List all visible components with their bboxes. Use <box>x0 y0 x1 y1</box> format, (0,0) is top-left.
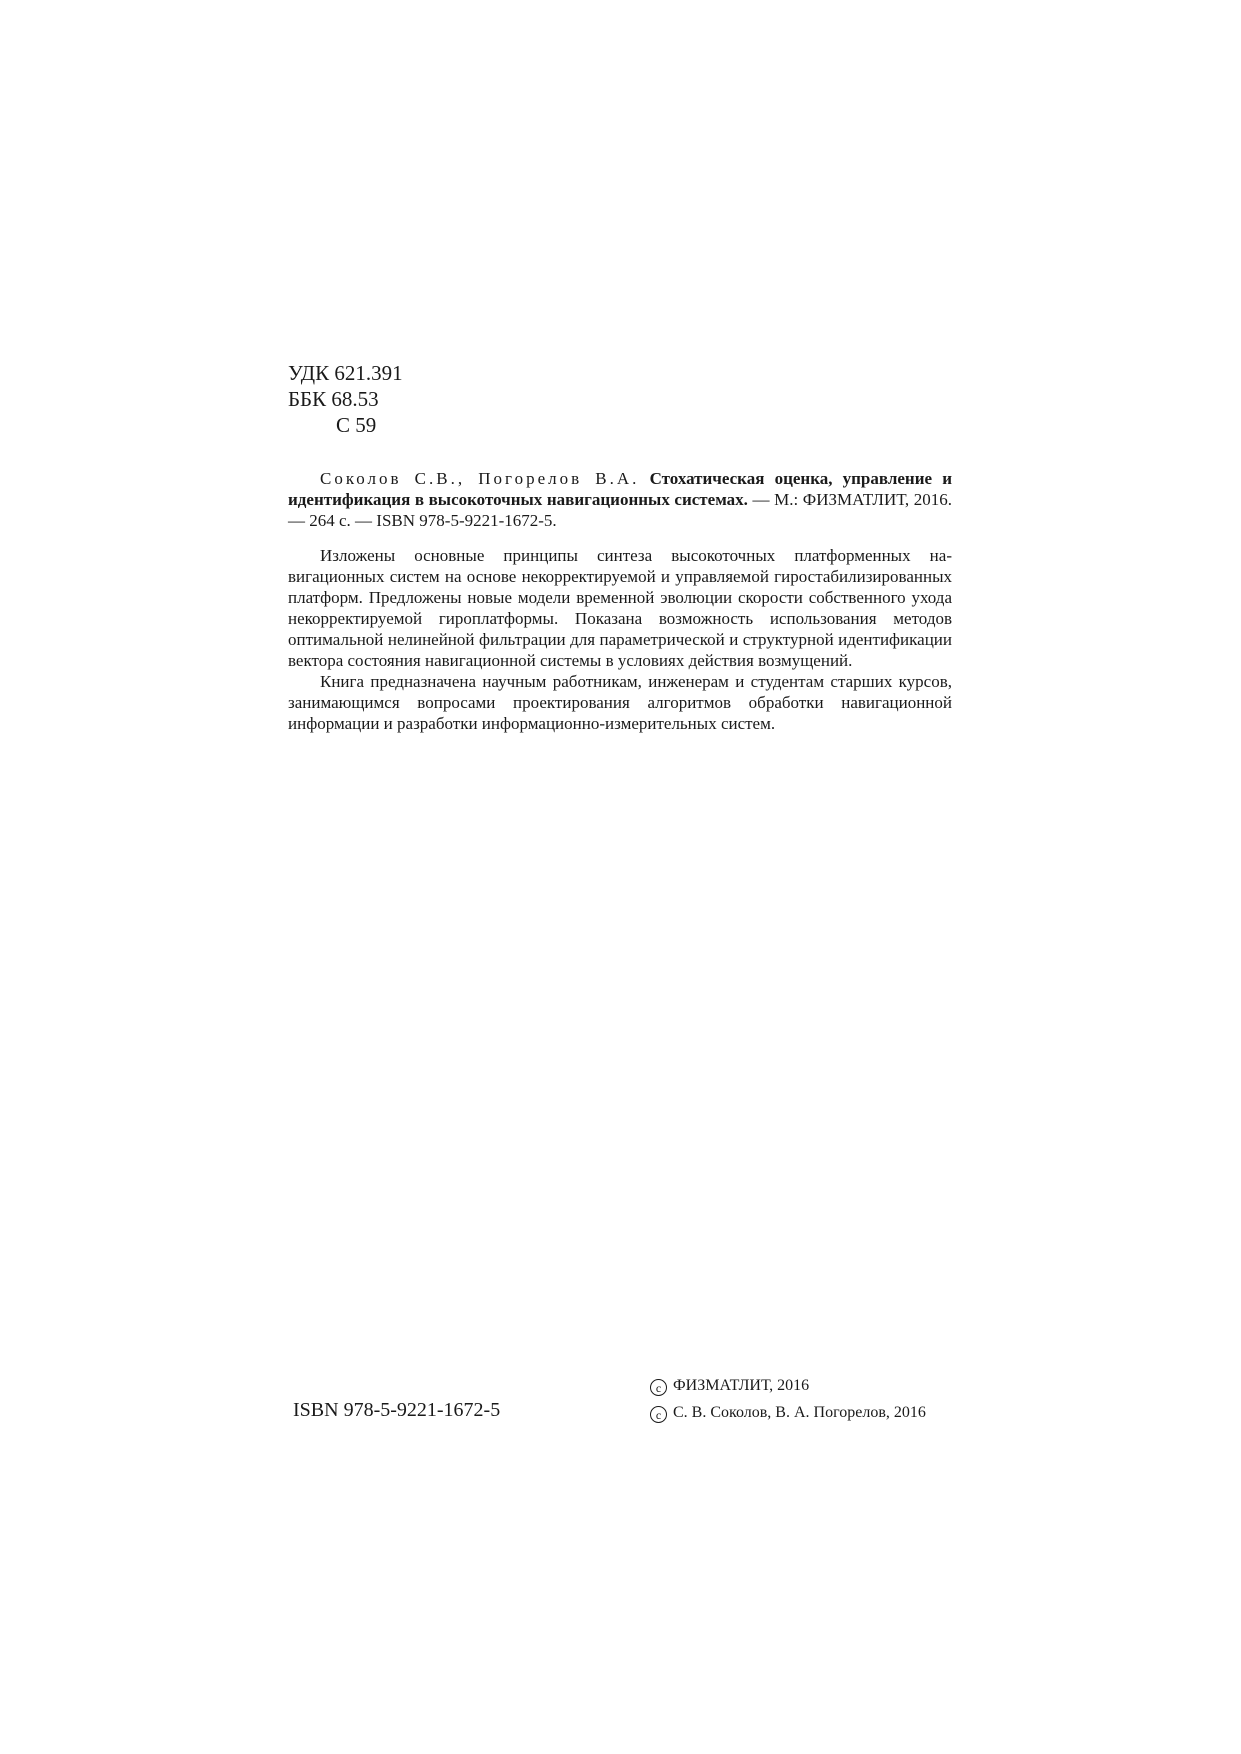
book-title: Стохатическая оценка, управление и идентификация в высокоточных навигационных системах. <box>288 469 953 509</box>
copyright-authors: С. В. Соколов, В. А. Погорелов, 2016 <box>673 1404 926 1421</box>
bbk-code: ББК 68.53 <box>288 387 379 411</box>
copyright-authors-line <box>650 1399 926 1426</box>
copyright-block <box>650 1372 926 1426</box>
abstract-paragraph: Изложены основные принципы синтеза высокоточных платформенных навигационных систем на основе некорректируемой и управляемой гиростабилизированных платформ. Предложены новые модели временной эволюции скорости собственного ухода некорректируемой гироплатформы. Показана возможность использования методов оптимальной нелинейной фильтрации для параметрической и структурной идентификации вектора состояния навигационной системы в условиях действия возмущений. <box>288 546 952 670</box>
copyright-publisher: ФИЗМАТЛИТ, 2016 <box>673 1377 810 1394</box>
audience-paragraph: Книга предназначена научным работникам, инженерам и студентам старших курсов, занимающимся вопросами проектирования алгоритмов обработки навигационной информации и разработки информационно-измерительных систем. <box>288 672 952 733</box>
classification-block <box>288 360 403 438</box>
author-mark: С 59 <box>336 413 377 437</box>
annotation-block <box>288 468 952 734</box>
copyright-icon: c <box>650 1379 667 1396</box>
bibliographic-record <box>288 468 952 531</box>
imprint: — М.: ФИЗМАТЛИТ, 2016. — 264 с. — ISBN 978-5-9221-1672-5. <box>288 490 952 530</box>
copyright-icon: c <box>650 1406 667 1423</box>
isbn-footer: ISBN 978-5-9221-1672-5 <box>293 1399 501 1421</box>
udk-code: УДК 621.391 <box>288 361 403 385</box>
copyright-publisher-line <box>650 1372 926 1399</box>
authors: Соколов С.В., Погорелов В.А. <box>320 469 640 488</box>
